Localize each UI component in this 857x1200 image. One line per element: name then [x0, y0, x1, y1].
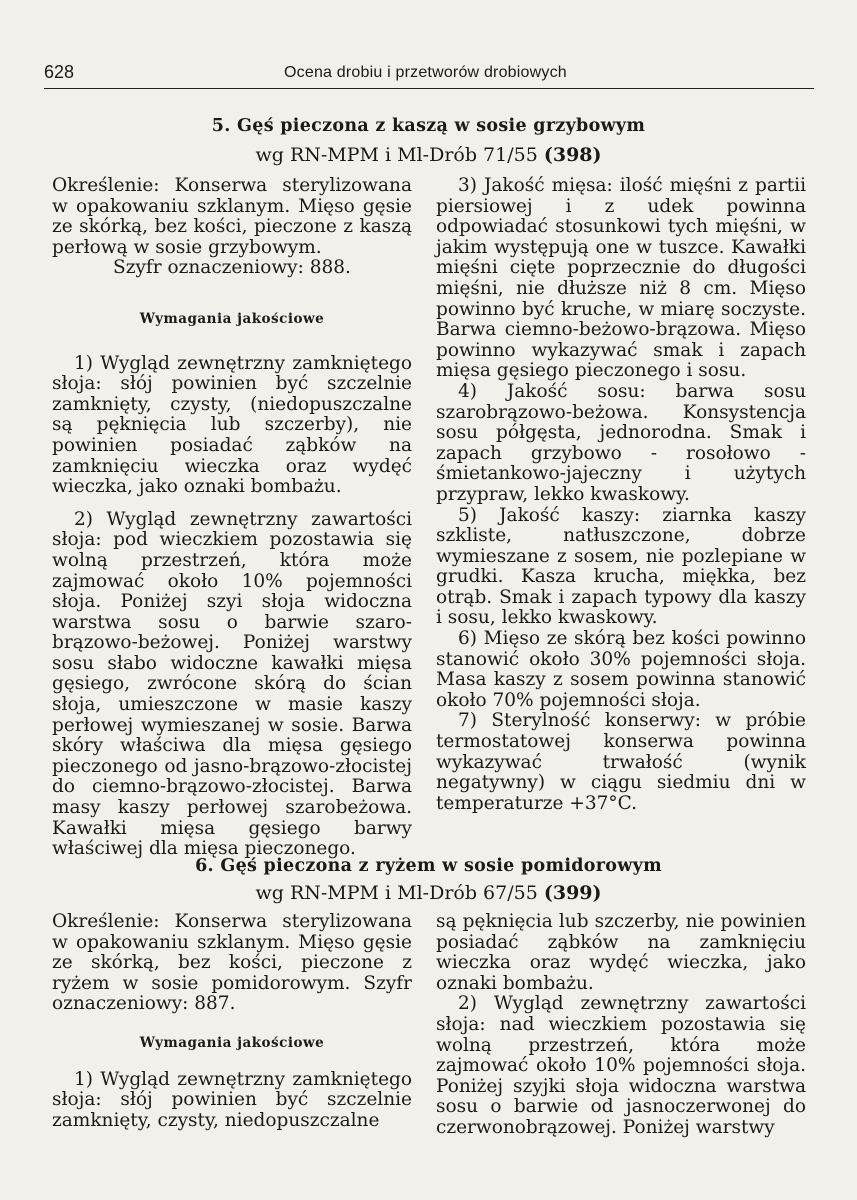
- section-6-number: (399): [543, 882, 602, 904]
- section-5-subtitle: [0, 144, 857, 166]
- section-6-right-paragraph: są pęknięcia lub szczerby, nie powinien posiadać ząbków na zamknięciu wieczka oraz wydęć wieczka, jako oznaki bombażu.: [436, 911, 806, 994]
- running-title: Ocena drobiu i przetworów drobiowych: [284, 64, 567, 81]
- section-5-number: (398): [543, 144, 602, 166]
- section-5-right-paragraph: 7) Sterylność konserwy: w próbie termostatowej konserwa powinna wykazywać trwałość (wynik negatywny) w ciągu siedmiu dni w temperaturze +37°C.: [436, 710, 806, 814]
- section-5-definition: Określenie: Konserwa sterylizowana w opakowaniu szklanym. Mięso gęsie ze skórką, bez kości, pieczone z kaszą perłową w sosie grzybowym.: [52, 175, 412, 258]
- section-5-left-paragraph: 2) Wygląd zewnętrzny zawartości słoja: pod wieczkiem pozostawia się wolną przestrzeń, która może zajmować około 10% pojemności słoja. Poniżej szyi słoja widoczna warstwa sosu o barwie szaro-brązowo-beżowej. Poniżej warstwy sosu słabo widoczne kawałki mięsa gęsiego, zwrócone skórą do ścian słoja, umieszczone w masie kaszy perłowej wymieszanej w sosie. Barwa skóry właściwa dla mięsa gęsiego pieczonego od jasno-brązowo-złocistej do ciemno-brązowo-złocistej. Barwa masy kaszy perłowej szarobeżowa. Kawałki mięsa gęsiego barwy właściwej dla mięsa pieczonego.: [52, 508, 412, 860]
- page-number: 628: [44, 62, 75, 82]
- section-6-subtitle: [0, 882, 857, 904]
- section-6-title: 6. Gęś pieczona z ryżem w sosie pomidorowym: [195, 856, 662, 876]
- section-5-right-column: [436, 176, 806, 814]
- section-5-left-column: [52, 176, 412, 860]
- section-6-definition: Określenie: Konserwa sterylizowana w opakowaniu szklanym. Mięso gęsie ze skórką, bez kości, pieczone z ryżem w sosie pomidorowym. Szyfr oznaczeniowy: 887.: [52, 911, 412, 1015]
- section-5-code: Szyfr oznaczeniowy: 888.: [113, 257, 351, 279]
- page-header: [44, 62, 814, 89]
- section-5-right-paragraph: 6) Mięso ze skórą bez kości powinno stanowić około 30% pojemności słoja. Masa kaszy z sosem powinna stanowić około 70% pojemności słoja.: [436, 628, 806, 711]
- section-5-left-paragraph: 1) Wygląd zewnętrzny zamkniętego słoja: słój powinien być szczelnie zamknięty, czysty, (niedopuszczalne są pęknięcia lub szczerby), nie powinien posiadać ząbków na zamknięciu wieczka oraz wydęć wieczka, jako oznaki bombażu.: [52, 352, 412, 498]
- section-5-right-paragraph: 5) Jakość kaszy: ziarnka kaszy szkliste, natłuszczone, dobrze wymieszane z sosem, nie pozlepiane w grudki. Kasza krucha, miękka, bez otrąb. Smak i zapach typowy dla kaszy i sosu, lekko kwaskowy.: [436, 504, 806, 629]
- section-6-right-column: [436, 912, 806, 1139]
- section-6-requirements-heading: Wymagania jakościowe: [139, 1034, 325, 1051]
- section-6-left-paragraph: 1) Wygląd zewnętrzny zamkniętego słoja: słój powinien być szczelnie zamknięty, czysty, niedopuszczalne: [52, 1068, 412, 1131]
- section-5-requirements-heading: Wymagania jakościowe: [139, 310, 325, 327]
- section-6-standard: wg RN-MPM i Ml-Drób 67/55: [255, 882, 538, 904]
- section-5-standard: wg RN-MPM i Ml-Drób 71/55: [255, 144, 538, 166]
- section-5-right-paragraph: 3) Jakość mięsa: ilość mięśni z partii piersiowej i z udek powinna odpowiadać stosunkowi tych mięśni, w jakim występują one w tuszce. Kawałki mięśni cięte poprzecznie do długości mięśni, nie dłuższe niż 8 cm. Mięso powinno być kruche, w miarę soczyste. Barwa ciemno-beżowo-brązowa. Mięso powinno wykazywać smak i zapach mięsa gęsiego pieczonego i sosu.: [436, 175, 806, 382]
- section-6-right-paragraph: 2) Wygląd zewnętrzny zawartości słoja: nad wieczkiem pozostawia się wolną przestrzeń, która może zajmować około 10% pojemności słoja. Poniżej szyjki słoja widoczna warstwa sosu o barwie od jasnoczerwonej do czerwonobrązowej. Poniżej warstwy: [436, 993, 806, 1138]
- section-5-right-paragraph: 4) Jakość sosu: barwa sosu szarobrązowo-beżowa. Konsystencja sosu półgęsta, jednorodna. Smak i zapach grzybowo - rosołowo - śmietankowo-jajeczny i użytych przypraw, lekko kwaskowy.: [436, 380, 806, 505]
- section-6-left-column: [52, 912, 412, 1131]
- section-5-title: 5. Gęś pieczona z kaszą w sosie grzybowym: [211, 116, 646, 136]
